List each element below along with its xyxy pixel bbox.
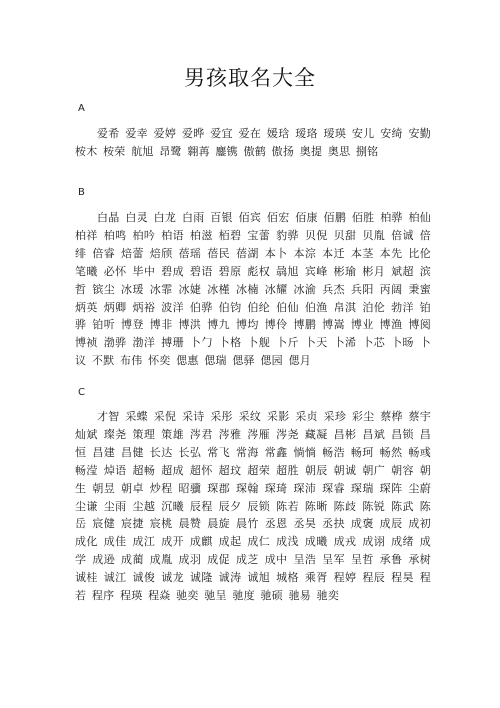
section-text-c: 才智 采蝶 采倪 采诗 采彤 采纹 采影 采贞 采珍 彩尘 蔡桦 蔡宇 灿斌 璨尧 策理 策雄 涔君 涔雅 涔雁 涔尧 藏凝 昌彬 昌斌 昌锁 昌恒 昌建 昌健 长达 长弘 常飞 常海 常鑫 惝惝 畅浩 畅珂 畅然 畅彧 畅滢 焯语 超畅 超成 超怀 超玟 超荣 超胜 朝辰 朝诚 朝广 朝容 朝生 朝昱 朝卓 炒程 昭骥 琛郡 琛翰 琛琦 琛沛 琛睿 琛瑞 琛阵 尘蔚 尘谦 尘雨 尘越 沉曦 辰程 辰夕 辰锁 陈若 陈晰 陈歧 陈锐 陈武 陈岳 宸健 宸捷 宸桃 晨赞 晨旋 晨竹 丞恩 丞昊 丞抉 成褒 成辰 成初 成化 成佳 成江 成开 成麒 成起 成仁 成浅 成曦 成戎 成诩 成绪 成学 成逊 成蔺 成胤 成羽 成促 成芝 成中 呈浩 呈军 呈哲 承鲁 承树 诚桂 诚江 诚俊 诚龙 诚隆 诚涛 诚旭 城格 乘胥 程婷 程辰 程昊 程若 程序 程瑛 程焱 驰奕 驰呈 驰度 驰硕 驰易 驰奕 [75, 410, 431, 603]
section-text-b: 白晶 白灵 白龙 白雨 百银 佰宾 佰宏 佰康 佰鹏 佰胜 柏骅 柏仙 柏祥 柏鸣 柏吟 柏语 柏滋 栢碧 宝蕾 豹骅 贝倪 贝甜 贝胤 倍诚 倍绯 倍睿 焙蕾 焙颀 蓓瑶 蓓民 蓓湖 本卜 本淙 本迁 本茎 本先 比伦 笔曦 必怀 毕中 碧成 碧语 碧原 彪权 骉旭 宾峰 彬瑜 彬月 斌超 滨哲 镔尘 冰瑗 冰霏 冰婕 冰槿 冰楠 冰耀 冰渝 兵杰 兵阳 丙阔 秉蜜 炳英 炳卿 炳裕 波洋 伯骅 伯钧 伯纶 伯仙 伯渔 帛淇 泊伦 勃洋 铂骅 铂听 博登 博非 博洪 博九 博均 博伶 博鹏 博嵩 博业 博渔 博阅 博祯 渤骅 渤洋 搏珊 卜勹 卜格 卜舰 卜斤 卜天 卜浠 卜芯 卜旸 卜议 不默 布伟 怀奕 偲惠 偲瑞 偲驿 偲园 偲月 [75, 211, 431, 368]
section-letter-b: B [78, 187, 85, 198]
section-letter-a: A [78, 103, 85, 114]
section-letter-c: C [78, 387, 85, 398]
page-title: 男孩取名大全 [184, 66, 316, 90]
section-text-a: 爱希 爱幸 爱婷 爱晔 爱宜 爱在 媛琀 瑷珞 瑷瑛 安儿 安绮 安勤 桉木 桉荣 航旭 昂鹭 翱苒 鏖镌 傲鹤 傲扬 奥提 奥思 捌铭 [75, 127, 431, 158]
